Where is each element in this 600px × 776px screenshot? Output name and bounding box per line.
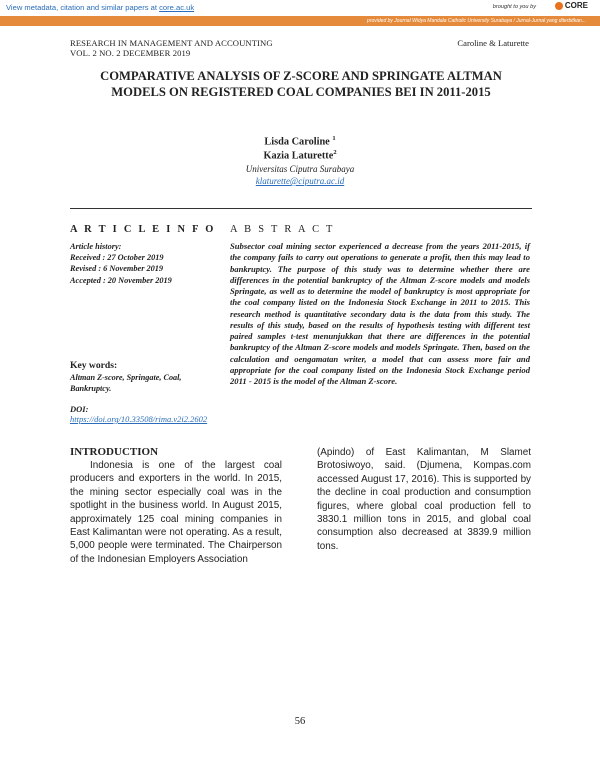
core-metadata-link[interactable] <box>6 3 194 12</box>
history-label: Article history: <box>70 242 122 251</box>
author-1-name: Lisda Caroline <box>264 136 330 148</box>
journal-name: RESEARCH IN MANAGEMENT AND ACCOUNTING <box>70 38 273 48</box>
paper-title: COMPARATIVE ANALYSIS OF Z-SCORE AND SPRINGATE ALTMAN MODELS ON REGISTERED COAL COMPANIES BEI IN 2011-2015 <box>100 69 502 99</box>
abstract-text: Subsector coal mining sector experienced a decrease from the years 2011-2015, if the company fails to carry out operations to generate a profit, then this may lead to bankruptcy. The purpose of this study was to determine whether there are differences in the potential bankruptcy of the Altman Z-score models and models Springate, as well as to determine the model of bankruptcy is most appropriate for the coal company listed on the Indonesia Stock Exchange in 2011 to 2015. This research method is quantitative secondary data is the data from this study. The results of this study, based on the results of hypothesis testing with different test paired samples t-test menunjukkan that there are differences in the potential bankruptcy of the Altman Z-score models and models Springate. Then, based on the calculation and oengamatan writer, a model that can assess more fair and appropriate for the coal company listed on the Indonesia Stock Exchange period 2011 - 2015 is the model of the Altman Z-score. <box>230 241 530 386</box>
provided-by-bar <box>0 16 600 26</box>
intro-column-left <box>70 459 282 566</box>
author-1-sup: 1 <box>332 135 336 142</box>
keywords-label: Key words: <box>70 360 118 371</box>
journal-header <box>70 38 273 58</box>
doi-label: DOI: <box>70 404 89 414</box>
keywords-list: Altman Z-score, Springate, Coal, Bankruptcy. <box>70 373 182 393</box>
accepted-date: Accepted : 20 November 2019 <box>70 275 172 285</box>
core-logo[interactable] <box>555 1 588 10</box>
article-history <box>70 241 172 286</box>
intro-paragraph-1: Indonesia is one of the largest coal producers and exporters in the world. In 2015, the mining sector especially coal was in the spotlight in the business world. In August 2015, approximately 125 coal mining companies in East Kalimantan were not operating. As a result, 5,000 people were terminated. The Chairperson of the Indonesian Employers Association <box>70 460 282 565</box>
core-logo-icon <box>555 2 563 10</box>
author-2-name: Kazia Laturette <box>263 150 334 162</box>
core-link-prefix: View metadata, citation and similar papers at <box>6 3 160 12</box>
journal-volume: VOL. 2 NO. 2 DECEMBER 2019 <box>70 48 191 58</box>
received-date: Received : 27 October 2019 <box>70 253 164 263</box>
core-banner <box>0 0 600 14</box>
intro-paragraph-2: (Apindo) of East Kalimantan, M Slamet Brotosiwoyo, said. (Djumena, Kompas.com accessed August 17, 2016). This is supported by the decline in coal production and consumption figures, where global coal production fell to 3830.1 million tons in 2015, and global coal consumption also decreased at 3839.9 million tons. <box>317 447 531 552</box>
page-number: 56 <box>294 716 306 727</box>
header-divider <box>70 208 532 209</box>
introduction-heading: INTRODUCTION <box>70 446 159 458</box>
affiliation: Universitas Ciputra Surabaya <box>245 164 355 174</box>
core-link-site[interactable]: core.ac.uk <box>159 3 195 12</box>
author-email-link[interactable]: klaturette@ciputra.ac.id <box>255 176 345 186</box>
core-logo-text: CORE <box>564 1 588 10</box>
provided-by-text[interactable]: provided by Journal Widya Mandala Catholic University Surabaya / Jurnal-Jurnal yang diterbitkan... <box>367 18 586 24</box>
author-2-sup: 2 <box>333 149 337 156</box>
running-authors: Caroline & Laturette <box>457 38 529 48</box>
doi-link[interactable]: https://doi.org/10.33508/rima.v2i2.2602 <box>70 414 208 424</box>
intro-column-right <box>317 446 531 553</box>
abstract-heading: A B S T R A C T <box>230 224 335 235</box>
author-2 <box>0 149 600 161</box>
revised-date: Revised : 6 November 2019 <box>70 264 164 274</box>
brought-to-you-label: brought to you by <box>492 4 536 10</box>
author-1 <box>0 135 600 147</box>
article-info-heading: A R T I C L E I N F O <box>70 224 216 235</box>
